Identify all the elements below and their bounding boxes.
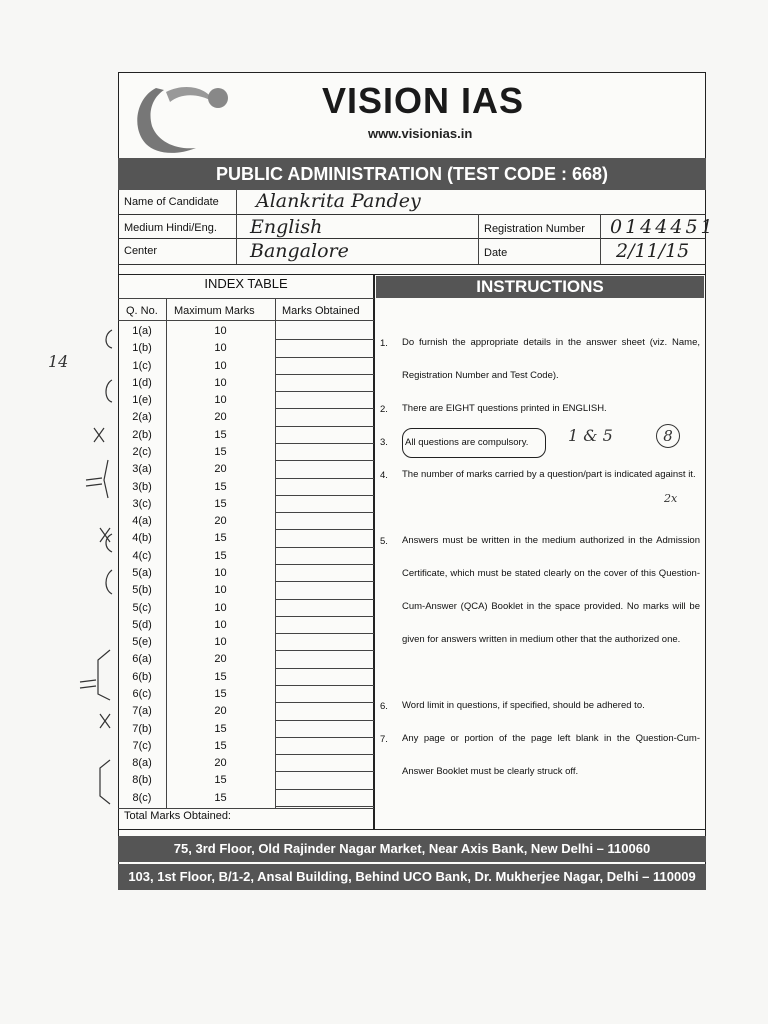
table-row-maxmarks: 20 bbox=[214, 653, 227, 666]
table-row-divider bbox=[275, 668, 374, 669]
table-row-divider bbox=[275, 771, 374, 772]
table-row-maxmarks: 15 bbox=[214, 688, 227, 700]
table-row-maxmarks: 15 bbox=[214, 739, 227, 752]
table-row-qno: 1(a) bbox=[132, 325, 152, 337]
table-row-divider bbox=[275, 720, 374, 721]
table-row-qno: 2(a) bbox=[132, 411, 152, 424]
instruction-number: 4. bbox=[380, 470, 388, 481]
table-row-maxmarks: 10 bbox=[214, 601, 227, 614]
table-row-maxmarks: 10 bbox=[214, 618, 227, 631]
table-row-maxmarks: 15 bbox=[214, 791, 227, 804]
table-row-qno: 1(c) bbox=[132, 359, 152, 372]
table-row-maxmarks: 20 bbox=[214, 411, 227, 424]
handwritten-note: 2x bbox=[664, 492, 678, 505]
col-maxmarks-header: Maximum Marks bbox=[174, 305, 255, 317]
table-row-qno: 4(a) bbox=[132, 515, 152, 528]
table-row-divider bbox=[275, 357, 374, 358]
table-row-qno: 2(b) bbox=[132, 428, 152, 441]
table-row-maxmarks: 15 bbox=[214, 480, 227, 493]
table-row-divider bbox=[275, 599, 374, 600]
table-row-qno: 1(b) bbox=[132, 342, 152, 355]
table-row-maxmarks: 15 bbox=[214, 428, 227, 441]
table-row-maxmarks: 15 bbox=[214, 532, 227, 545]
table-row-maxmarks: 20 bbox=[214, 705, 227, 718]
subject-banner: PUBLIC ADMINISTRATION (TEST CODE : 668) bbox=[118, 158, 706, 190]
table-row-divider bbox=[275, 443, 374, 444]
instruction-item: Answers must be written in the medium authorized in the Admission Certificate, which must be stated clearly on the cover of this Question-Cum-Answer (QCA) Booklet in the space provided. No marks will be given for answers written in medium other that the authorized one. bbox=[402, 535, 700, 645]
table-row-divider bbox=[275, 426, 374, 427]
table-row-maxmarks: 10 bbox=[214, 584, 227, 597]
table-row-divider bbox=[275, 737, 374, 738]
brand-title: VISION IAS bbox=[322, 80, 525, 121]
table-row-maxmarks: 10 bbox=[214, 394, 227, 407]
total-marks-label: Total Marks Obtained: bbox=[124, 810, 231, 822]
registration-label: Registration Number bbox=[484, 223, 585, 235]
table-row-qno: 8(a) bbox=[132, 757, 152, 770]
table-row-qno: 7(b) bbox=[132, 722, 152, 735]
table-row-divider bbox=[275, 702, 374, 703]
table-row-maxmarks: 15 bbox=[214, 549, 227, 562]
table-row-divider bbox=[275, 685, 374, 686]
instruction-number: 2. bbox=[380, 404, 388, 415]
table-row-divider bbox=[275, 806, 374, 807]
table-row-divider bbox=[275, 564, 374, 565]
table-row-divider bbox=[275, 478, 374, 479]
table-row-qno: 4(c) bbox=[132, 549, 152, 562]
table-row-divider bbox=[275, 547, 374, 548]
center-value: Bangalore bbox=[250, 240, 349, 262]
table-row-maxmarks: 15 bbox=[214, 497, 227, 510]
instruction-item: There are EIGHT questions printed in ENGLISH. bbox=[402, 403, 607, 414]
table-row-qno: 1(d) bbox=[132, 376, 152, 389]
table-row-divider bbox=[275, 339, 374, 340]
table-row-divider bbox=[275, 633, 374, 634]
registration-value: 0144451 bbox=[610, 216, 716, 238]
table-row-maxmarks: 15 bbox=[214, 446, 227, 458]
table-row-maxmarks: 10 bbox=[214, 342, 227, 355]
table-row-divider bbox=[275, 512, 374, 513]
instruction-number: 1. bbox=[380, 338, 388, 349]
table-row-qno: 7(c) bbox=[132, 739, 152, 752]
table-row-divider bbox=[275, 789, 374, 790]
instructions-title: INSTRUCTIONS bbox=[376, 276, 704, 298]
margin-note: 14 bbox=[48, 352, 69, 371]
vision-ias-logo bbox=[126, 78, 236, 160]
table-row-divider bbox=[275, 754, 374, 755]
instruction-number: 6. bbox=[380, 701, 388, 712]
table-row-qno: 3(a) bbox=[132, 463, 152, 476]
table-row-qno: 6(b) bbox=[132, 670, 152, 683]
date-label: Date bbox=[484, 247, 508, 259]
table-row-qno: 5(c) bbox=[132, 601, 152, 614]
table-row-divider bbox=[275, 374, 374, 375]
table-row-maxmarks: 20 bbox=[214, 463, 227, 476]
instruction-item: Do furnish the appropriate details in the answer sheet (viz. Name, Registration Number and Test Code). bbox=[402, 337, 700, 381]
center-label: Center bbox=[124, 245, 158, 257]
table-row-maxmarks: 10 bbox=[214, 325, 227, 337]
table-row-maxmarks: 15 bbox=[214, 774, 227, 787]
table-row-divider bbox=[275, 460, 374, 461]
circled-note: 8 bbox=[656, 424, 680, 448]
footer-address-1: 75, 3rd Floor, Old Rajinder Nagar Market, Near Axis Bank, New Delhi – 110060 bbox=[118, 836, 706, 862]
date-value: 2/11/15 bbox=[616, 240, 690, 262]
instruction-number: 3. bbox=[380, 437, 388, 448]
table-row-divider bbox=[275, 495, 374, 496]
table-row-qno: 6(a) bbox=[132, 653, 152, 666]
instruction-item: Any page or portion of the page left blank in the Question-Cum-Answer Booklet must be clearly struck off. bbox=[402, 733, 700, 777]
instruction-number: 5. bbox=[380, 536, 388, 547]
table-row-maxmarks: 10 bbox=[214, 376, 227, 389]
table-row-divider bbox=[275, 581, 374, 582]
table-row-divider bbox=[275, 529, 374, 530]
table-row-divider bbox=[275, 408, 374, 409]
website-link: www.visionias.in bbox=[368, 126, 473, 141]
table-row-maxmarks: 10 bbox=[214, 636, 227, 649]
table-row-maxmarks: 15 bbox=[214, 722, 227, 735]
instruction-number: 7. bbox=[380, 734, 388, 745]
table-row-qno: 1(e) bbox=[132, 394, 152, 407]
footer-address-2: 103, 1st Floor, B/1-2, Ansal Building, Behind UCO Bank, Dr. Mukherjee Nagar, Delhi – 110009 bbox=[118, 864, 706, 890]
table-row-qno: 5(a) bbox=[132, 567, 152, 579]
table-row-qno: 5(b) bbox=[132, 584, 152, 597]
table-row-divider bbox=[275, 391, 374, 392]
table-row-qno: 2(c) bbox=[132, 446, 152, 458]
name-value: Alankrita Pandey bbox=[256, 190, 421, 212]
margin-pen-marks bbox=[0, 320, 118, 810]
table-row-qno: 4(b) bbox=[132, 532, 152, 545]
col-obtained-header: Marks Obtained bbox=[282, 305, 360, 317]
medium-label: Medium Hindi/Eng. bbox=[124, 222, 217, 234]
instruction-item: The number of marks carried by a question/part is indicated against it. bbox=[402, 469, 696, 480]
table-row-divider bbox=[275, 650, 374, 651]
table-row-qno: 3(b) bbox=[132, 480, 152, 493]
table-row-divider bbox=[275, 616, 374, 617]
instruction-item: Word limit in questions, if specified, should be adhered to. bbox=[402, 700, 645, 711]
instruction-item: All questions are compulsory. bbox=[402, 428, 546, 458]
table-row-qno: 8(c) bbox=[132, 791, 152, 804]
table-row-qno: 8(b) bbox=[132, 774, 152, 787]
table-row-qno: 5(e) bbox=[132, 636, 152, 649]
name-label: Name of Candidate bbox=[124, 196, 219, 208]
table-row-qno: 5(d) bbox=[132, 618, 152, 631]
table-row-qno: 3(c) bbox=[132, 497, 152, 510]
medium-value: English bbox=[250, 216, 323, 238]
table-row-qno: 6(c) bbox=[132, 688, 152, 700]
table-row-maxmarks: 20 bbox=[214, 757, 227, 770]
index-table-title: INDEX TABLE bbox=[204, 276, 288, 291]
col-qno-header: Q. No. bbox=[126, 305, 158, 317]
table-row-maxmarks: 20 bbox=[214, 515, 227, 528]
table-row-maxmarks: 10 bbox=[214, 567, 227, 579]
table-row-maxmarks: 15 bbox=[214, 670, 227, 683]
table-row-qno: 7(a) bbox=[132, 705, 152, 718]
table-row-maxmarks: 10 bbox=[214, 359, 227, 372]
handwritten-note: 1 & 5 bbox=[568, 426, 613, 445]
